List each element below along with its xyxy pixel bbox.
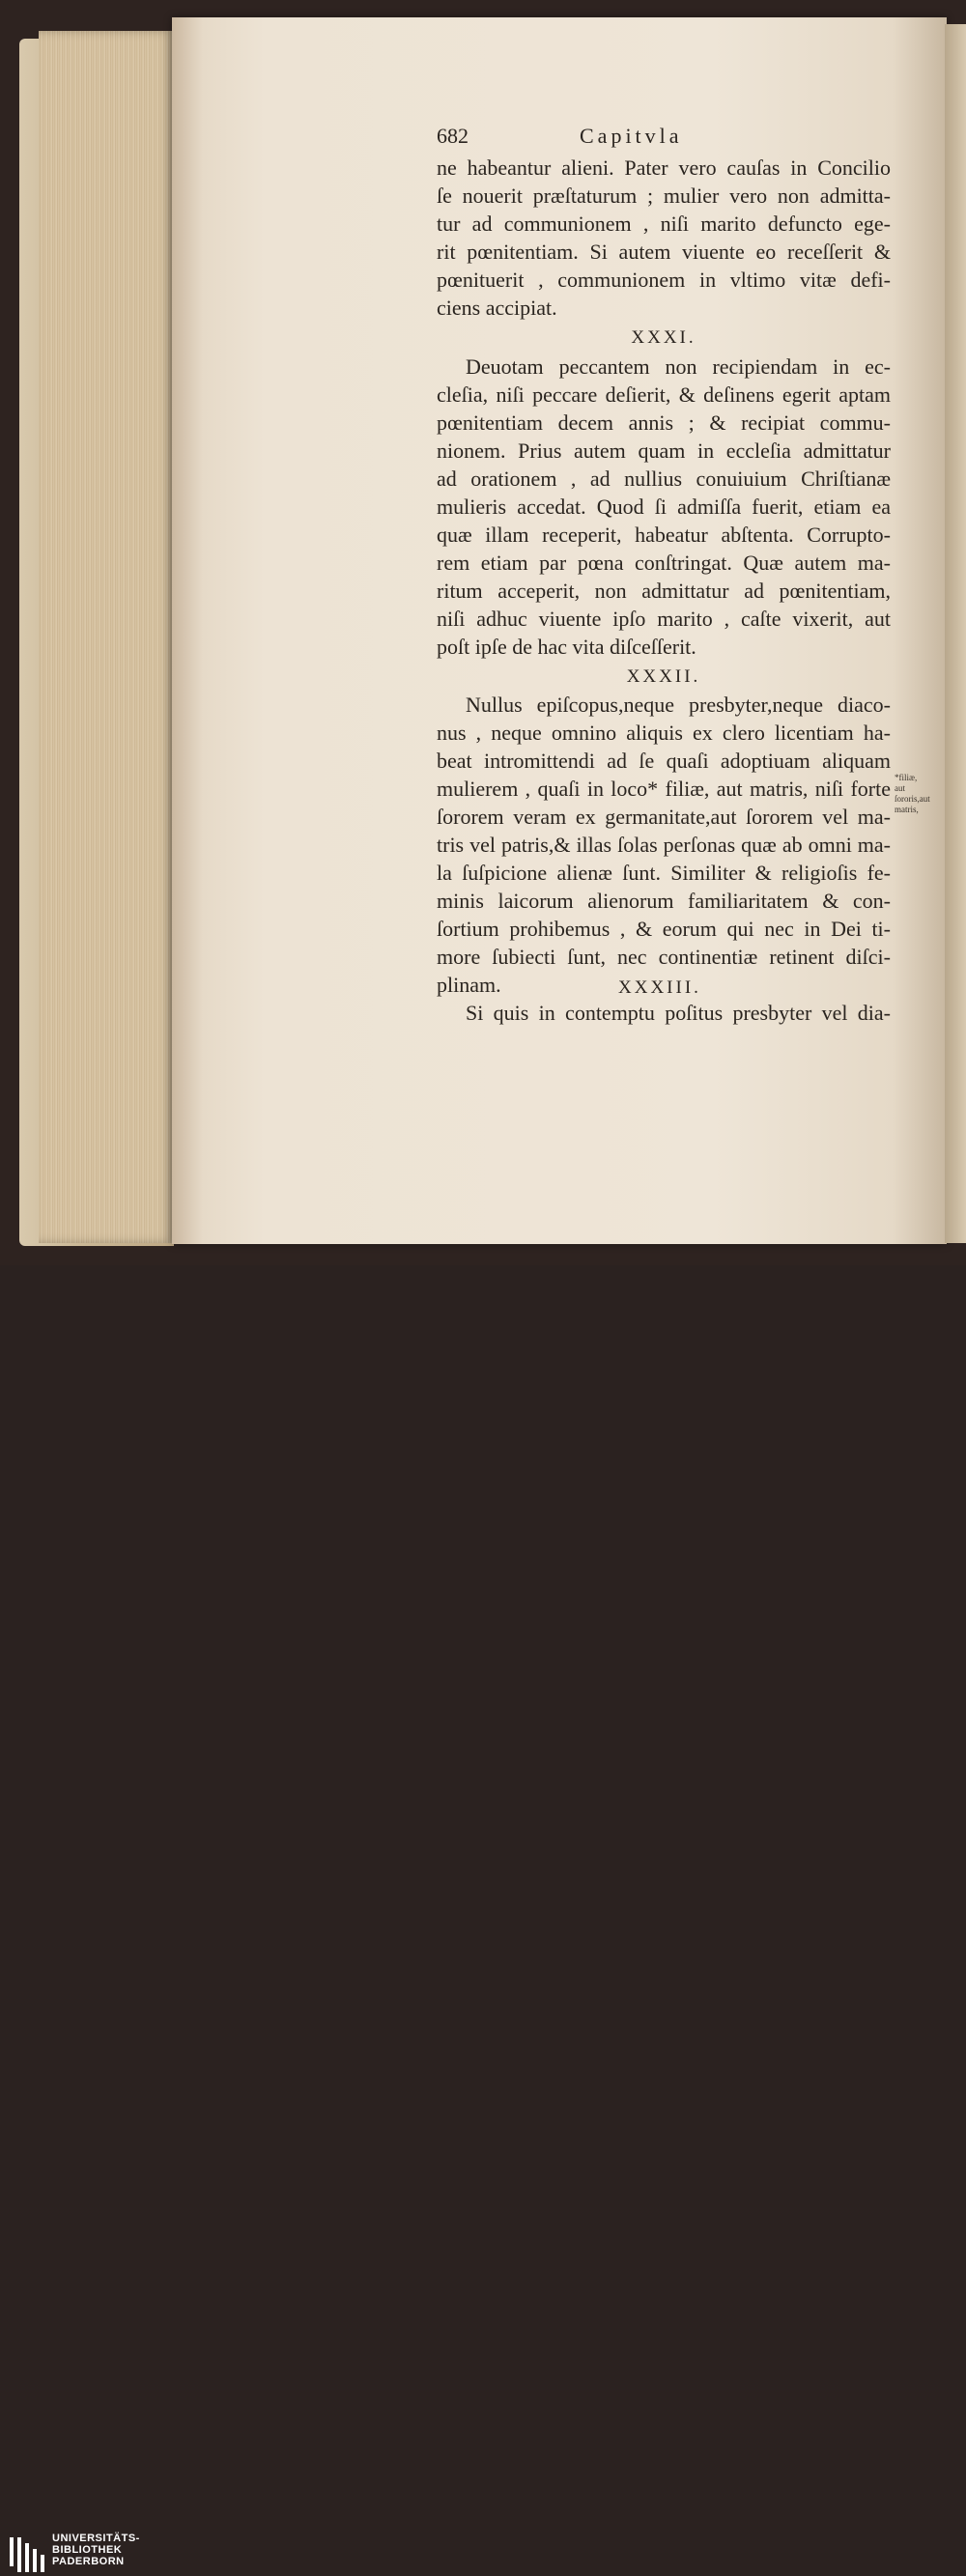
text-line: nus , neque omnino aliquis ex clero licentiam ha- [437,721,891,745]
text-line: ſororem veram ex germanitate,aut ſororem vel ma- [437,805,891,829]
text-line: rem etiam par pœna conſtringat. Quæ autem ma- [437,551,891,575]
text-line: quæ illam receperit, habeatur abſtenta. Corrupto- [437,523,891,547]
library-name-line: UNIVERSITÄTS- [52,2533,140,2544]
next-page-edge [945,24,966,1243]
library-name-line: BIBLIOTHEK [52,2544,123,2556]
text-line: more ſubiecti ſunt, nec continentiæ retinent diſci- [437,945,891,969]
chapter-number: XXXI. [631,327,696,348]
text-line: ritum acceperit, non admittatur ad pœnitentiam, [437,579,891,603]
chapter-number: XXXII. [626,666,701,687]
text-line: ne habeantur alieni. Pater vero cauſas in Concilio [437,156,891,180]
text-line: Deuotam peccantem non recipiendam in ec- [466,354,891,379]
text-line: tris vel patris,& illas ſolas perſonas quæ ab omni ma- [437,833,891,857]
text-line: ciens accipiat. [437,296,557,320]
chapter-number: XXXIII. [618,977,701,998]
text-line: nionem. Prius autem quam in eccleſia admittatur [437,439,891,463]
text-line: beat intromittendi ad ſe quaſi adoptiuam aliquam [437,749,891,773]
text-line: rit pœnitentiam. Si autem viuente eo receſſerit & [437,240,891,264]
text-line: plinam. [437,973,501,997]
text-line: tur ad communionem , niſi marito defuncto ege- [437,212,891,236]
text-line: mulierem , quaſi in loco* filiæ, aut matris, niſi forte [437,777,891,801]
library-footer [0,1265,966,2567]
library-name [52,2533,140,2567]
book-scan [0,0,966,1265]
library-name-line: PADERBORN [52,2556,125,2567]
text-line: ſe nouerit præſtaturum ; mulier vero non admitta- [437,184,891,208]
page-edges [39,31,174,1243]
library-logo-icon [8,2534,46,2576]
text-line: la ſuſpicione alienæ ſunt. Similiter & religioſis fe- [437,861,891,885]
marginal-note: *filiæ, aut ſororis,aut matris, [895,773,930,814]
text-line: ſortium prohibemus , & eorum qui nec in Dei ti- [437,917,891,941]
page-number: 682 [437,124,469,148]
text-line: Si quis in contemptu poſitus presbyter vel dia- [466,1001,891,1025]
text-line: Nullus epiſcopus,neque presbyter,neque diaco- [466,693,891,717]
text-line: pœnitentiam decem annis ; & recipiat commu- [437,410,891,435]
running-head: Capitvla [580,124,683,148]
text-line: niſi adhuc viuente ipſo marito , caſte vixerit, aut [437,607,891,631]
text-line: mulieris accedat. Quod ſi admiſſa fuerit, etiam ea [437,495,891,519]
text-line: cleſia, niſi peccare deſierit, & deſinens egerit aptam [437,382,891,407]
text-line: pœnituerit , communionem in vltimo vitæ defi- [437,268,891,292]
text-line: poſt ipſe de hac vita diſceſſerit. [437,635,696,659]
text-line: ad orationem , ad nullius conuiuium Chriſtianæ [437,467,891,491]
text-line: minis laicorum alienorum familiaritatem & con- [437,889,891,913]
